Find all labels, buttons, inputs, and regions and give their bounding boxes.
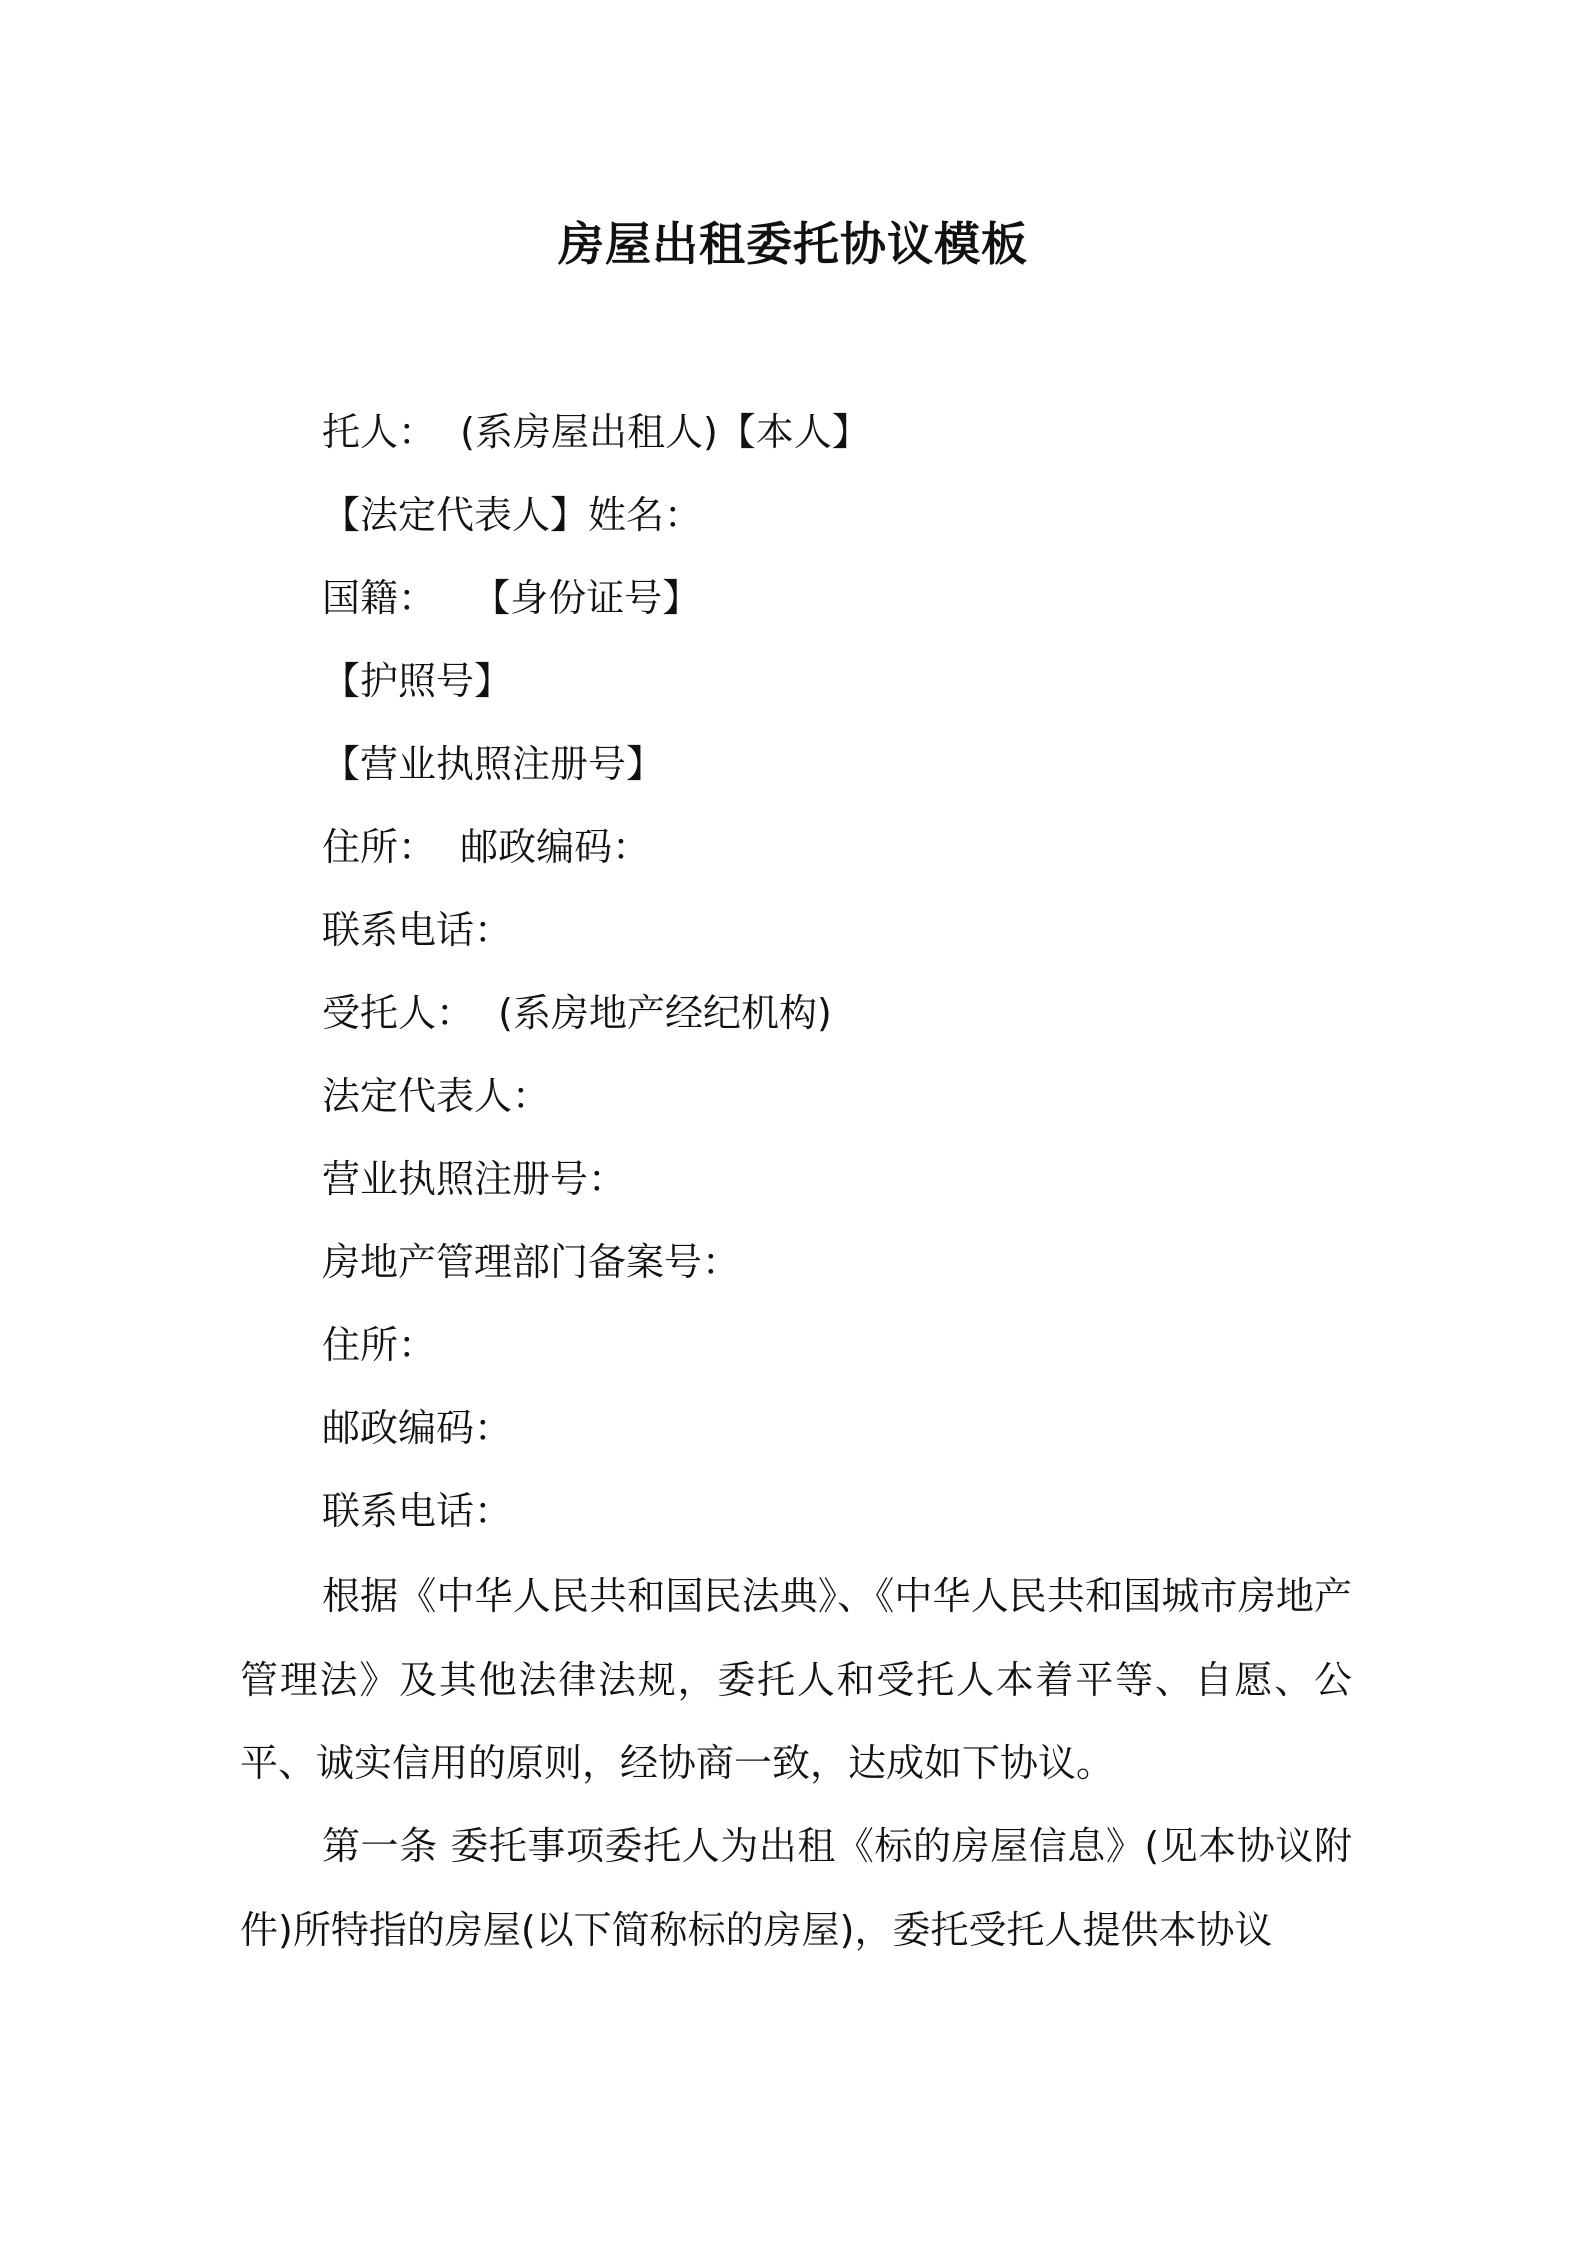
field-nationality-id: 国籍： 【身份证号】: [322, 576, 701, 620]
paragraph-preamble: 根据《中华人民共和国民法典》、《中华人民共和国城市房地产管理法》及其他法律法规，委托人和受托人本着平等、自愿、公平、诚实信用的原则，经协商一致，达成如下协议。: [240, 1574, 1352, 1785]
field-agent: 受托人： (系房地产经纪机构): [322, 991, 832, 1035]
field-phone: 联系电话：: [322, 908, 513, 952]
field-address-postcode: 住所： 邮政编码：: [322, 825, 651, 869]
field-agent-license: 营业执照注册号：: [322, 1157, 627, 1201]
paragraph-article-one: 第一条 委托事项委托人为出租《标的房屋信息》(见本协议附件)所特指的房屋(以下简称标的房屋)，委托受托人提供本协议: [240, 1824, 1352, 1952]
field-agent-postcode: 邮政编码：: [322, 1406, 513, 1450]
field-passport: 【护照号】: [322, 659, 513, 703]
field-legal-rep-name: 【法定代表人】姓名：: [322, 493, 703, 537]
field-agent-legal-rep: 法定代表人：: [322, 1074, 551, 1118]
document-title: 房屋出租委托协议模板: [558, 217, 1028, 271]
field-agent-filing-number: 房地产管理部门备案号：: [322, 1240, 741, 1284]
field-business-license: 【营业执照注册号】: [322, 742, 665, 786]
field-agent-phone: 联系电话：: [322, 1489, 513, 1533]
field-principal: 托人： (系房屋出租人)【本人】: [322, 410, 870, 454]
field-agent-address: 住所：: [322, 1323, 437, 1367]
